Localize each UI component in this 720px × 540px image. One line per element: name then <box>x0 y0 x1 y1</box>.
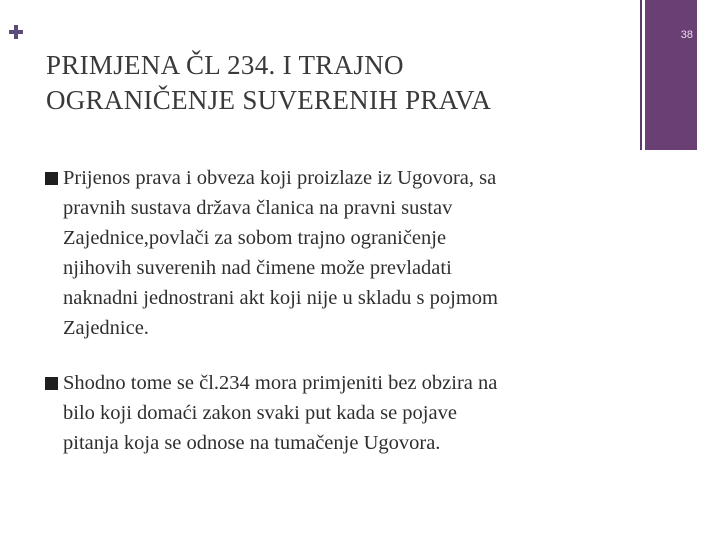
bullet-line: pitanja koja se odnose na tumačenje Ugovora. <box>63 432 441 454</box>
bullet-line: bilo koji domaći zakon svaki put kada se pojave <box>63 402 457 424</box>
plus-icon <box>9 25 23 39</box>
bullet-line: naknadni jednostrani akt koji nije u skladu s pojmom <box>63 287 498 309</box>
accent-divider-line <box>640 0 642 150</box>
slide-title-line-2: OGRANIČENJE SUVERENIH PRAVA <box>46 85 492 115</box>
bullet-line: Prijenos prava i obveza koji proizlaze iz Ugovora, sa <box>63 167 497 189</box>
bullet-line: Shodno tome se čl.234 mora primjeniti bez obzira na <box>63 372 498 394</box>
slide-title <box>46 48 626 118</box>
accent-side-bar <box>645 0 697 150</box>
bullet-item-1 <box>45 163 625 343</box>
slide-number: 38 <box>680 29 693 41</box>
bullet-line: Zajednice,povlači za sobom trajno ograničenje <box>63 227 447 249</box>
bullet-text-1 <box>45 163 625 343</box>
square-bullet-icon <box>45 172 58 185</box>
bullet-item-2 <box>45 368 625 458</box>
slide-title-line-1: PRIMJENA ČL 234. I TRAJNO <box>46 50 404 80</box>
bullet-line: pravnih sustava država članica na pravni sustav <box>63 197 453 219</box>
bullet-line: Zajednice. <box>63 317 149 339</box>
square-bullet-icon <box>45 377 58 390</box>
bullet-line: njihovih suverenih nad čimene može prevladati <box>63 257 452 279</box>
bullet-text-2 <box>45 368 625 458</box>
